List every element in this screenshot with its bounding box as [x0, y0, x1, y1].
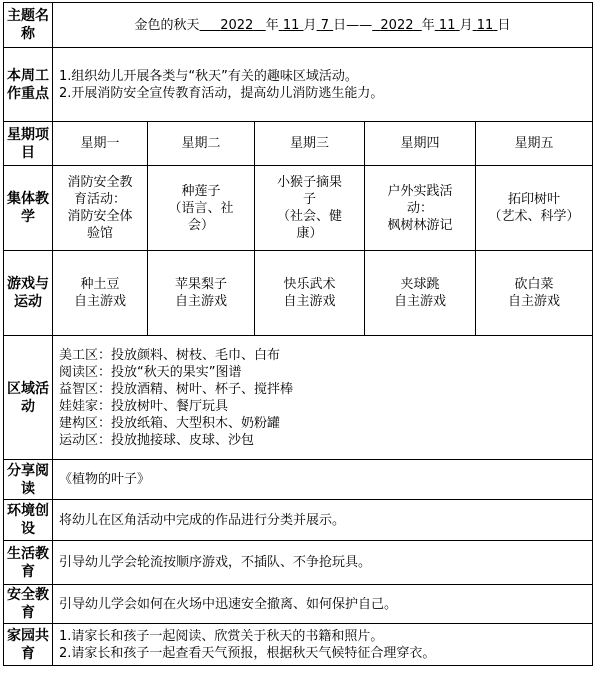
game-cell-mon: 种土豆 自主游戏: [53, 251, 148, 336]
reading-label: 分享阅读: [4, 460, 53, 500]
reading-content: 《植物的叶子》: [53, 460, 593, 500]
from-month: 11: [282, 17, 300, 33]
area-item: 娃娃家：投放树叶、餐厅玩具: [59, 398, 229, 414]
games-label: 游戏与运动: [4, 251, 53, 336]
area-item: 运动区：投放抛接球、皮球、沙包: [59, 432, 255, 448]
weekday-row: [4, 122, 593, 166]
group-teaching-label: 集体教学: [4, 166, 53, 251]
weekly-plan-table: [3, 2, 593, 666]
games-row: [4, 251, 593, 336]
focus-label: 本周工作重点: [4, 48, 53, 122]
environment-content: 将幼儿在区角活动中完成的作品进行分类并展示。: [53, 500, 593, 541]
weekday-mon: 星期一: [53, 122, 148, 166]
to-day: 11: [476, 17, 494, 33]
area-item: 美工区：投放颜料、树枝、毛巾、白布: [59, 347, 281, 363]
safety-row: [4, 585, 593, 624]
weekday-tue: 星期二: [148, 122, 255, 166]
weekday-wed: 星期三: [255, 122, 365, 166]
safety-content: 引导幼儿学会如何在火场中迅速安全撤离、如何保护自己。: [53, 585, 593, 624]
game-cell-wed: 快乐武术 自主游戏: [255, 251, 365, 336]
to-month: 11: [438, 17, 456, 33]
area-row: [4, 336, 593, 460]
area-item: 阅读区：投放“秋天的果实”图谱: [59, 364, 242, 380]
group-cell-mon: 消防安全教 育活动： 消防安全体 验馆: [53, 166, 148, 251]
environment-label: 环境创设: [4, 500, 53, 541]
theme-name: 金色的秋天: [134, 17, 200, 33]
focus-row: [4, 48, 593, 122]
life-row: [4, 541, 593, 585]
focus-content: [53, 48, 593, 122]
group-cell-fri: 拓印树叶 （艺术、科学）: [476, 166, 593, 251]
life-label: 生活教育: [4, 541, 53, 585]
area-content: [53, 336, 593, 460]
group-cell-tue: 种莲子 （语言、社 会）: [148, 166, 255, 251]
group-cell-thu: 户外实践活 动： 枫树林游记: [365, 166, 476, 251]
family-item: 2.请家长和孩子一起查看天气预报，根据秋天气候特征合理穿衣。: [59, 645, 436, 661]
game-cell-tue: 苹果梨子 自主游戏: [148, 251, 255, 336]
to-year: 2022: [380, 17, 414, 33]
reading-row: [4, 460, 593, 500]
life-content: 引导幼儿学会轮流按顺序游戏，不插队、不争抢玩具。: [53, 541, 593, 585]
theme-row: [4, 3, 593, 48]
family-row: [4, 624, 593, 666]
group-teaching-row: [4, 166, 593, 251]
focus-item: 1.组织幼儿开展各类与“秋天”有关的趣味区域活动。: [59, 68, 358, 84]
theme-label: 主题名称: [4, 3, 53, 48]
group-cell-wed: 小猴子摘果 子 （社会、健 康）: [255, 166, 365, 251]
area-item: 建构区：投放纸箱、大型积木、奶粉罐: [59, 415, 281, 431]
family-item: 1.请家长和孩子一起阅读、欣赏关于秋天的书籍和照片。: [59, 628, 384, 644]
game-cell-thu: 夹球跳 自主游戏: [365, 251, 476, 336]
theme-value: 金色的秋天 2022 年 11 月 7 日—— 2022 年 11 月 11 日: [53, 3, 593, 48]
weekday-thu: 星期四: [365, 122, 476, 166]
game-cell-fri: 砍白菜 自主游戏: [476, 251, 593, 336]
safety-label: 安全教育: [4, 585, 53, 624]
weekday-fri: 星期五: [476, 122, 593, 166]
environment-row: [4, 500, 593, 541]
family-label: 家园共育: [4, 624, 53, 666]
from-year: 2022: [220, 17, 254, 33]
weekday-label: 星期项目: [4, 122, 53, 166]
area-label: 区域活动: [4, 336, 53, 460]
from-day: 7: [320, 17, 329, 33]
area-item: 益智区：投放酒精、树叶、杯子、搅拌棒: [59, 381, 294, 397]
family-content: [53, 624, 593, 666]
focus-item: 2.开展消防安全宣传教育活动，提高幼儿消防逃生能力。: [59, 85, 384, 101]
